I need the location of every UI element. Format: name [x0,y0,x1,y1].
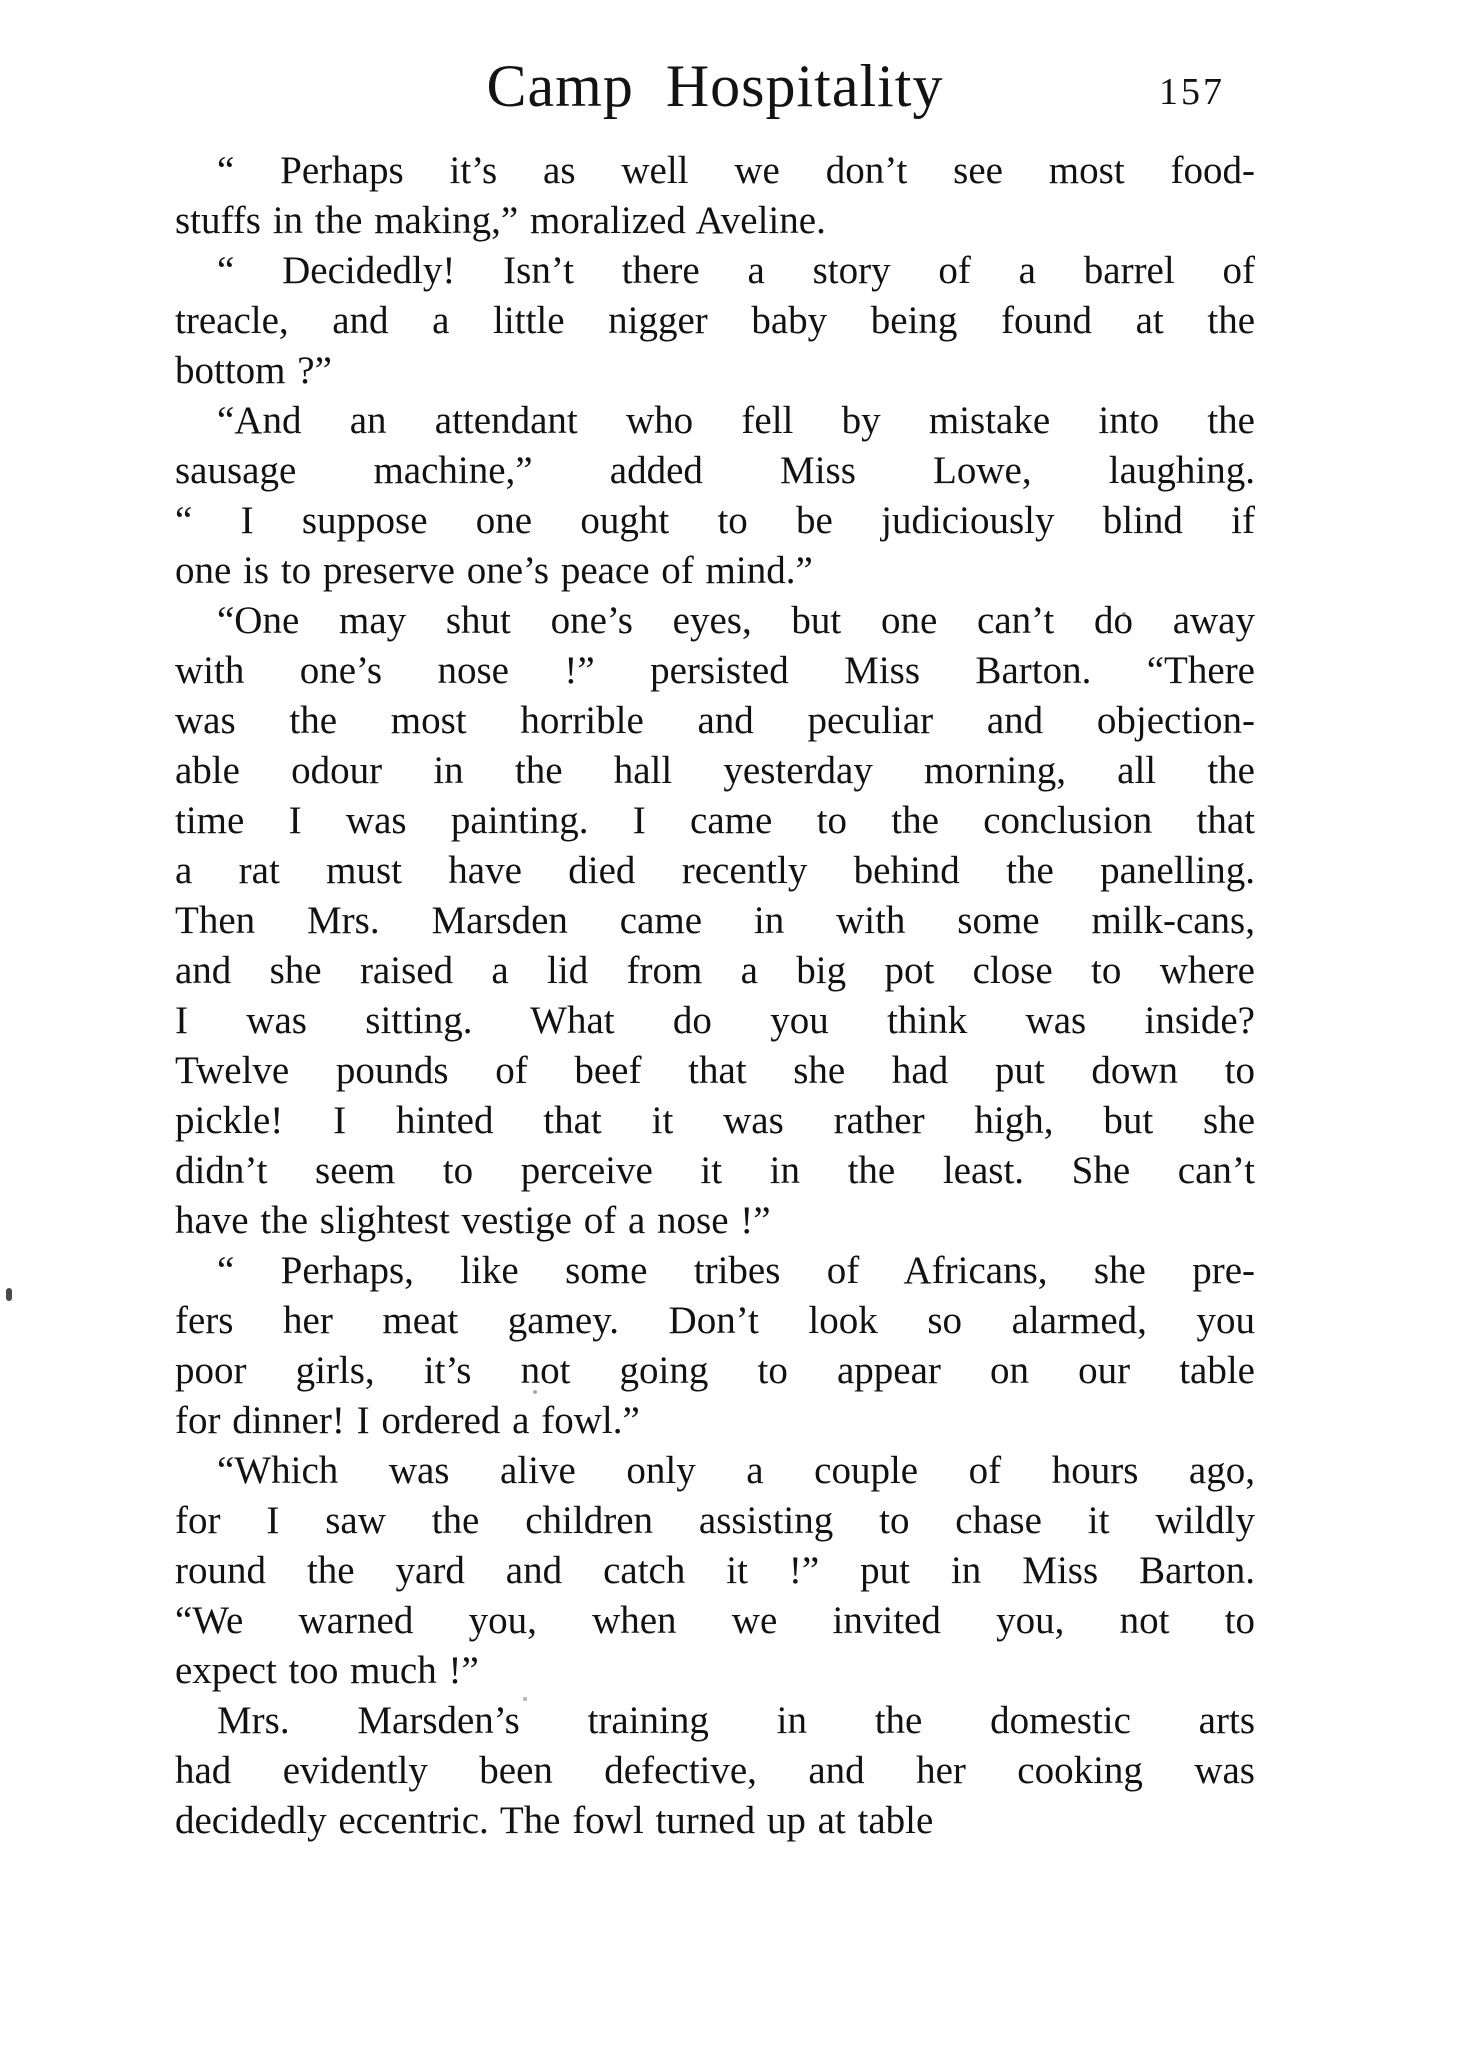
text-line: with one’s nose !” persisted Miss Barton. “There [175,649,1255,692]
text-line: “ Decidedly! Isn’t there a story of a barrel of [217,249,1255,292]
text-line: for dinner! I ordered a fowl.” [175,1399,640,1442]
paragraph [175,1446,1255,1696]
text-line: sausage machine,” added Miss Lowe, laughing. [175,449,1255,492]
text-line: “We warned you, when we invited you, not to [175,1599,1255,1642]
text-line: Mrs. Marsden’s training in the domestic arts [217,1699,1255,1742]
paragraph [175,1246,1255,1446]
page-title: Camp Hospitality [486,53,944,119]
scan-speck [1122,612,1126,617]
paragraph [175,246,1255,396]
text-line: didn’t seem to perceive it in the least. She can’t [175,1149,1255,1192]
text-line: a rat must have died recently behind the panelling. [175,849,1255,892]
paragraph [175,396,1255,596]
scan-speck [6,1288,12,1301]
text-line: for I saw the children assisting to chase it wildly [175,1499,1255,1542]
text-line: decidedly eccentric. The fowl turned up at table [175,1799,934,1842]
text-line: had evidently been defective, and her cooking was [175,1749,1255,1792]
text-line: “ Perhaps, like some tribes of Africans, she pre- [217,1249,1255,1292]
text-line: stuffs in the making,” moralized Aveline. [175,199,826,242]
text-line: Twelve pounds of beef that she had put down to [175,1049,1255,1092]
text-line: “One may shut one’s eyes, but one can’t do away [217,599,1255,642]
text-line: fers her meat gamey. Don’t look so alarmed, you [175,1299,1255,1342]
text-line: treacle, and a little nigger baby being found at the [175,299,1255,342]
text-line: was the most horrible and peculiar and objection- [175,699,1255,742]
body-text [175,146,1255,1846]
text-line: I was sitting. What do you think was inside? [175,999,1255,1042]
text-line: round the yard and catch it !” put in Miss Barton. [175,1549,1255,1592]
text-line: and she raised a lid from a big pot close to where [175,949,1255,992]
text-line: able odour in the hall yesterday morning, all the [175,749,1255,792]
paragraph [175,1696,1255,1846]
text-line: expect too much !” [175,1649,479,1692]
text-line: poor girls, it’s not going to appear on our table [175,1349,1255,1392]
page-number: 157 [1159,71,1225,113]
paragraph [175,146,1255,246]
text-line: one is to preserve one’s peace of mind.” [175,549,813,592]
text-line: bottom ?” [175,349,332,392]
scan-speck [533,1390,537,1394]
text-line: pickle! I hinted that it was rather high, but she [175,1099,1255,1142]
text-line: “ Perhaps it’s as well we don’t see most food- [217,149,1255,192]
text-line: “ I suppose one ought to be judiciously blind if [175,499,1255,542]
text-line: have the slightest vestige of a nose !” [175,1199,771,1242]
text-line: time I was painting. I came to the conclusion that [175,799,1255,842]
page-header [175,52,1255,122]
text-line: “Which was alive only a couple of hours ago, [217,1449,1255,1492]
text-line: “And an attendant who fell by mistake into the [217,399,1255,442]
paragraph [175,596,1255,1246]
scan-speck [523,1697,527,1701]
text-line: Then Mrs. Marsden came in with some milk-cans, [175,899,1255,942]
